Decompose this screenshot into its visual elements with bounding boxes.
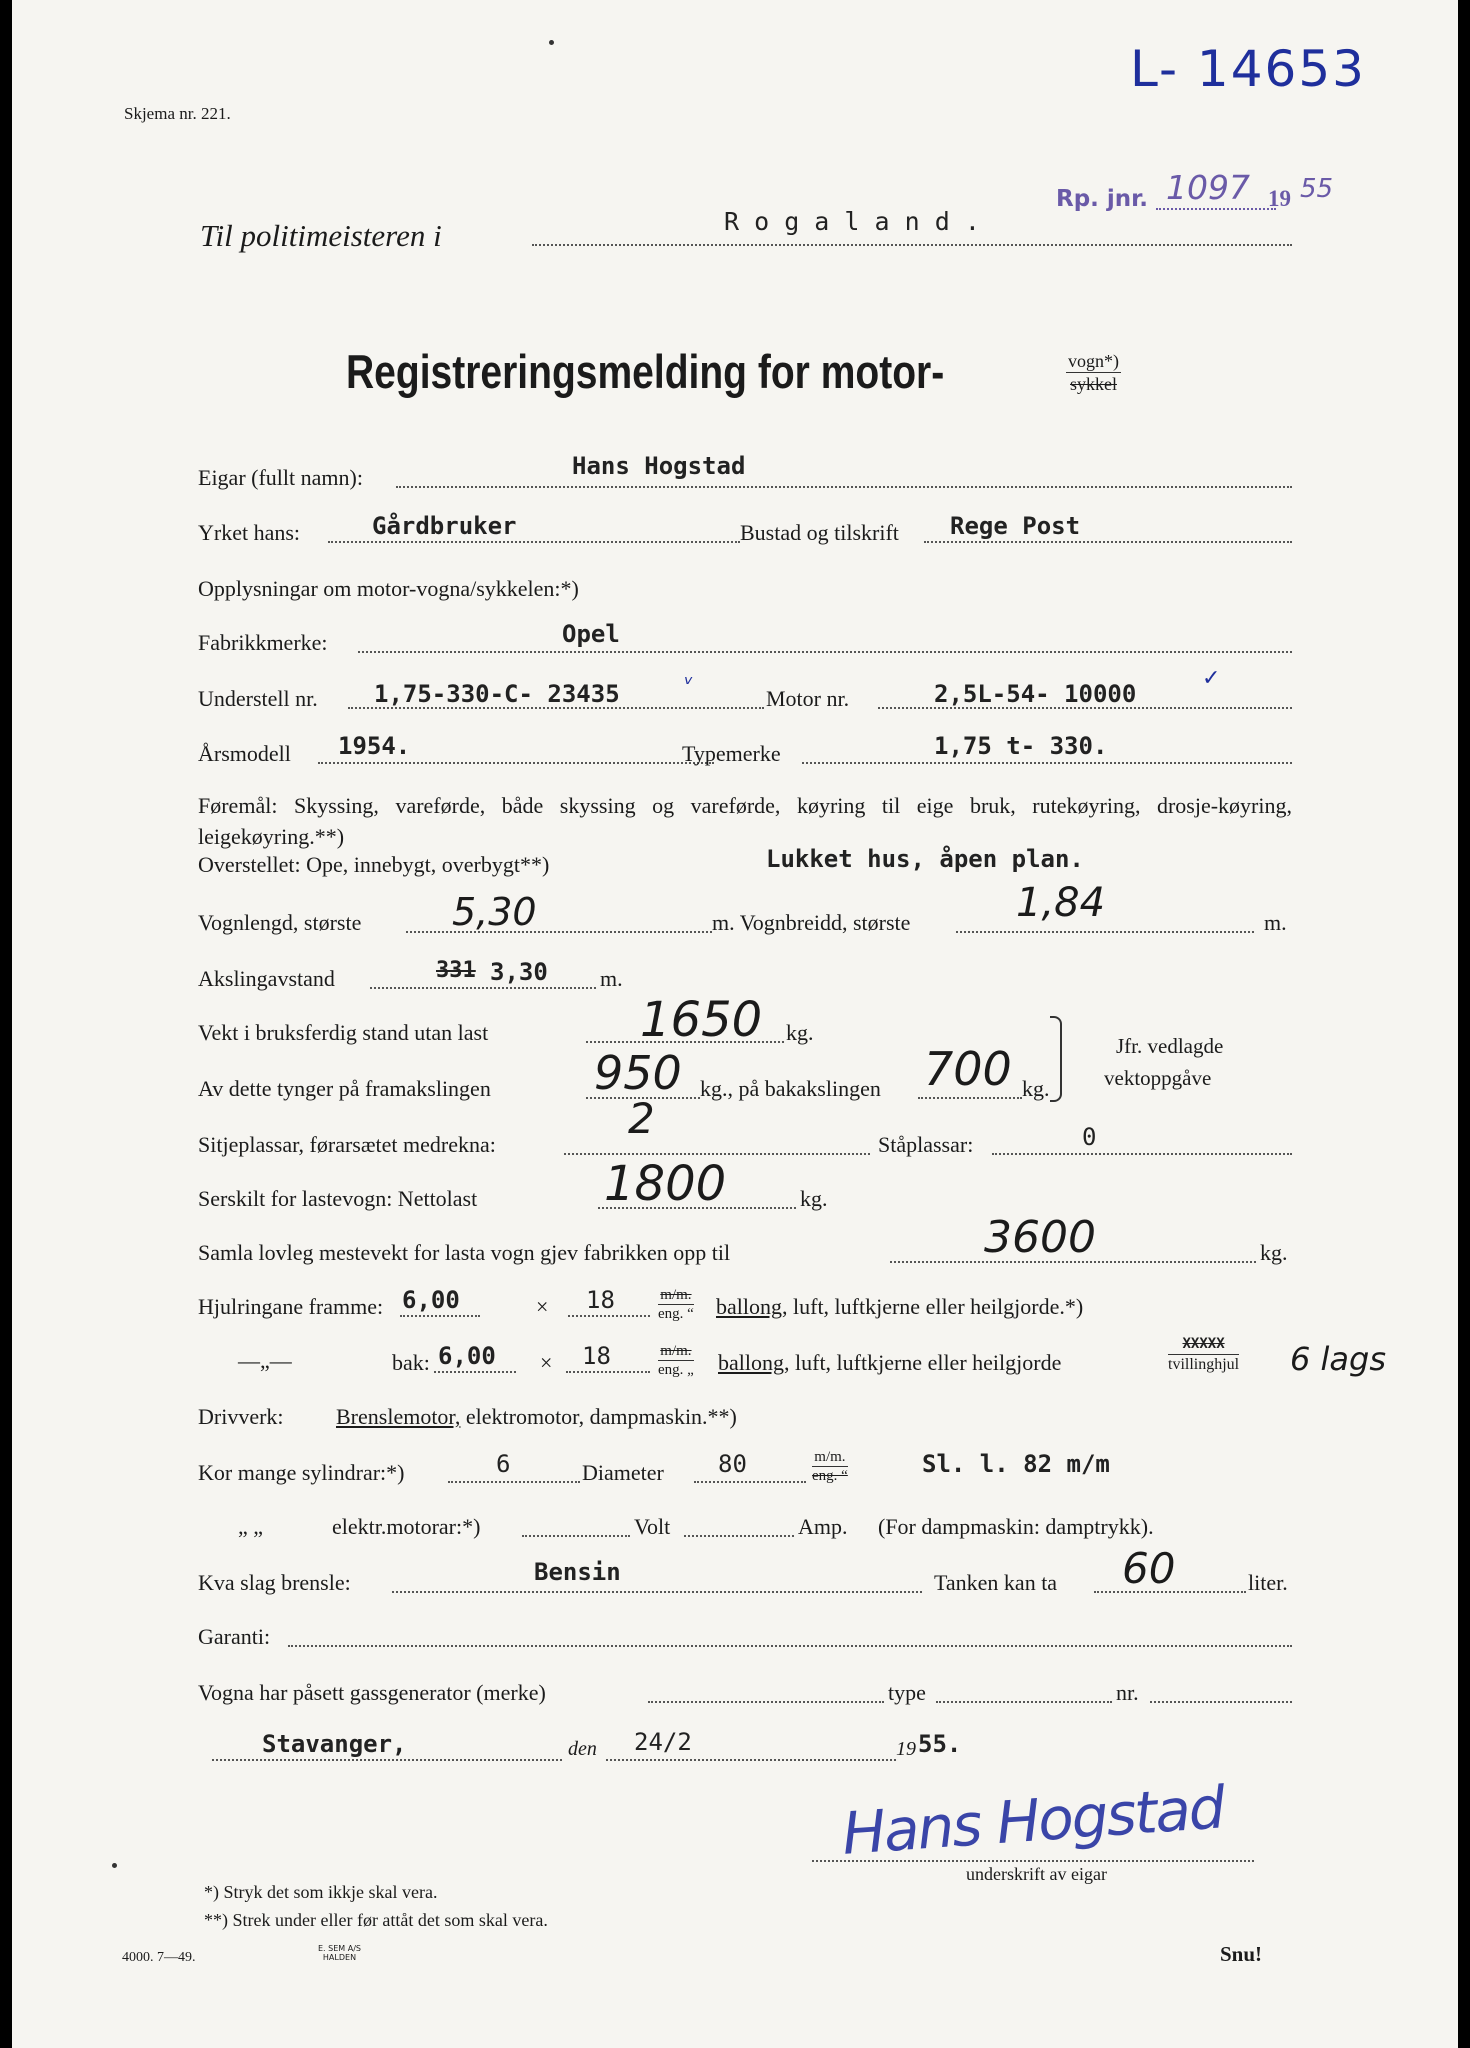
form-sheet <box>12 0 1458 2048</box>
owner-signature: Hans Hogstad <box>840 1773 1226 1868</box>
footnote-1: *) Stryk det som ikkje skal vera. <box>204 1882 438 1902</box>
opplysningar-label: Opplysningar om motor-vogna/sykkelen:*) <box>198 576 579 601</box>
samla-value: 3600 <box>984 1212 1096 1263</box>
aksling-struck-value: 331 <box>436 958 476 983</box>
arsmodell-value: 1954. <box>338 732 411 760</box>
drivverk-options: Brenslemotor, elektromotor, dampmaskin.**) <box>336 1404 737 1429</box>
addressee-label: Til politimeisteren i <box>200 218 442 253</box>
slag-value: Sl. l. 82 m/m <box>922 1450 1110 1478</box>
sitje-label: Sitjeplassar, førarsætet medrekna: <box>198 1132 496 1157</box>
tank-unit: liter. <box>1248 1570 1288 1595</box>
volt-label: Volt <box>634 1514 671 1539</box>
check-mark: ᵛ <box>684 672 694 697</box>
elektr-label: elektr.motorar:*) <box>332 1514 481 1539</box>
diameter-unit: m/m. eng. “ <box>812 1449 848 1484</box>
eigar-value: Hans Hogstad <box>572 452 746 480</box>
bustad-label: Bustad og tilskrift <box>740 520 899 545</box>
regno-value: 1097 <box>1166 168 1250 207</box>
hjul-bak-ditto: —„— <box>238 1348 292 1373</box>
drivverk-label: Drivverk: <box>198 1404 284 1429</box>
framaksling-value: 950 <box>594 1046 682 1100</box>
date-value: 24/2 <box>634 1728 692 1756</box>
amp-label: Amp. <box>798 1514 848 1539</box>
lastevogn-value: 1800 <box>604 1156 727 1212</box>
vognlengd-label: Vognlengd, største <box>198 910 362 935</box>
regno-year: 19 <box>1268 186 1291 211</box>
turn-over-note: Snu! <box>1220 1942 1263 1966</box>
vekt-value: 1650 <box>640 992 763 1048</box>
hjul-fram-types: ballong, luft, luftkjerne eller heilgjorde.*) <box>716 1294 1084 1319</box>
yrke-value: Gårdbruker <box>372 512 517 540</box>
jfr-line2: vektoppgåve <box>1104 1066 1212 1090</box>
eigar-label: Eigar (fullt namn): <box>198 465 363 490</box>
framaksling-label: Av dette tynger på framakslingen <box>198 1076 491 1101</box>
ink-spot <box>112 1863 117 1868</box>
hjul-bak-tvilling: XXXXX tvillinghjul <box>1168 1336 1240 1373</box>
hjul-bak-note: 6 lags <box>1290 1340 1387 1378</box>
page-title: Registreringsmelding for motor- <box>346 345 945 398</box>
foremal-text: Føremål: Skyssing, vareførde, både skyssing og vareførde, køyring til eige bruk, rutekøyring, drosje-køyring, leigekøyring.**) <box>198 793 1292 849</box>
addressee-value: R o g a l a n d . <box>724 207 980 236</box>
vognbreidd-unit: m. <box>1264 910 1287 935</box>
jfr-line1: Jfr. vedlagde <box>1116 1034 1224 1058</box>
gass-type-label: type <box>888 1680 926 1705</box>
lastevogn-label: Serskilt for lastevogn: Nettolast <box>198 1186 478 1211</box>
yrke-label: Yrket hans: <box>198 520 301 545</box>
sitje-value: 2 <box>628 1094 655 1143</box>
brensle-label: Kva slag brensle: <box>198 1570 351 1595</box>
vognlengd-value: 5,30 <box>452 890 537 934</box>
lastevogn-unit: kg. <box>800 1186 828 1211</box>
garanti-label: Garanti: <box>198 1624 271 1649</box>
overstell-label: Overstellet: Ope, innebygt, overbygt**) <box>198 852 550 877</box>
understell-label: Understell nr. <box>198 686 318 711</box>
hjul-bak-types: ballong, luft, luftkjerne eller heilgjorde <box>718 1350 1062 1375</box>
staa-value: 0 <box>1082 1123 1097 1151</box>
printer-name: E. SEM A/S HALDEN <box>318 1944 361 1962</box>
vekt-label: Vekt i bruksferdig stand utan last <box>198 1020 489 1045</box>
footnote-2: **) Strek under eller før attåt det som skal vera. <box>204 1910 548 1930</box>
aksling-label: Akslingavstand <box>198 966 335 991</box>
vognbreidd-label: m. Vognbreidd, største <box>712 910 911 935</box>
arsmodell-label: Årsmodell <box>198 741 291 766</box>
aksling-unit: m. <box>600 966 623 991</box>
hjul-bak-unit: m/m. eng. „ <box>658 1343 694 1378</box>
hjul-fram-v2: 18 <box>586 1286 615 1314</box>
brensle-value: Bensin <box>534 1558 621 1586</box>
typemerke-label: Typemerke <box>682 741 781 766</box>
gass-nr-label: nr. <box>1116 1680 1139 1705</box>
bracket <box>1050 1016 1062 1102</box>
elektr-ditto: „ „ <box>238 1514 264 1539</box>
regno-label: Rp. jnr. <box>1056 186 1148 212</box>
archive-reference: L- 14653 <box>1130 40 1366 98</box>
bustad-value: Rege Post <box>950 512 1081 540</box>
place-value: Stavanger, <box>262 1730 407 1758</box>
tank-label: Tanken kan ta <box>934 1570 1058 1595</box>
sylindrar-value: 6 <box>496 1450 511 1478</box>
diameter-value: 80 <box>718 1450 747 1478</box>
vognbreidd-value: 1,84 <box>1016 880 1106 926</box>
damp-label: (For dampmaskin: damptrykk). <box>878 1514 1154 1539</box>
hjul-bak-v2: 18 <box>582 1342 611 1370</box>
motor-label: Motor nr. <box>766 686 850 711</box>
hjul-bak-label: bak: <box>392 1350 430 1375</box>
samla-unit: kg. <box>1260 1240 1288 1265</box>
ink-spot <box>549 40 554 45</box>
motor-value: 2,5L-54- 10000 <box>934 680 1137 708</box>
bakaksling-value: 700 <box>924 1042 1012 1096</box>
gass-label: Vogna har påsett gassgenerator (merke) <box>198 1680 546 1705</box>
overstell-value: Lukket hus, åpen plan. <box>766 845 1084 873</box>
hjul-fram-x: × <box>536 1294 549 1319</box>
fabrikk-label: Fabrikkmerke: <box>198 630 328 655</box>
check-mark: ✓ <box>1202 666 1221 691</box>
samla-label: Samla lovleg mestevekt for lasta vogn gjev fabrikken opp til <box>198 1240 731 1265</box>
tank-value: 60 <box>1122 1544 1176 1593</box>
hjul-fram-v1: 6,00 <box>402 1286 460 1314</box>
year-value: 55. <box>918 1730 962 1758</box>
understell-value: 1,75-330-C- 23435 <box>374 680 620 708</box>
hjul-bak-x: × <box>540 1350 553 1375</box>
typemerke-value: 1,75 t- 330. <box>934 732 1108 760</box>
aksling-value: 3,30 <box>490 958 548 986</box>
signature-caption: underskrift av eigar <box>966 1864 1107 1884</box>
den-label: den <box>568 1738 597 1760</box>
sylindrar-label: Kor mange sylindrar:*) <box>198 1460 405 1485</box>
schema-number: Skjema nr. 221. <box>124 104 231 123</box>
fabrikk-value: Opel <box>562 620 620 648</box>
hjul-fram-unit: m/m. eng. “ <box>658 1287 694 1322</box>
hjul-bak-v1: 6,00 <box>438 1342 496 1370</box>
bakaksling-unit: kg. <box>1022 1076 1050 1101</box>
printer-code: 4000. 7—49. <box>122 1950 196 1965</box>
regno-year-hand: 55 <box>1300 174 1334 204</box>
year-prefix: 19 <box>896 1738 916 1760</box>
title-suffix: vogn*) sykkel <box>1068 351 1119 394</box>
diameter-label: Diameter <box>582 1460 664 1485</box>
vekt-unit: kg. <box>786 1020 814 1045</box>
hjul-fram-label: Hjulringane framme: <box>198 1294 384 1319</box>
staa-label: Ståplassar: <box>878 1132 974 1157</box>
bakaksling-label: kg., på bakakslingen <box>700 1076 881 1101</box>
